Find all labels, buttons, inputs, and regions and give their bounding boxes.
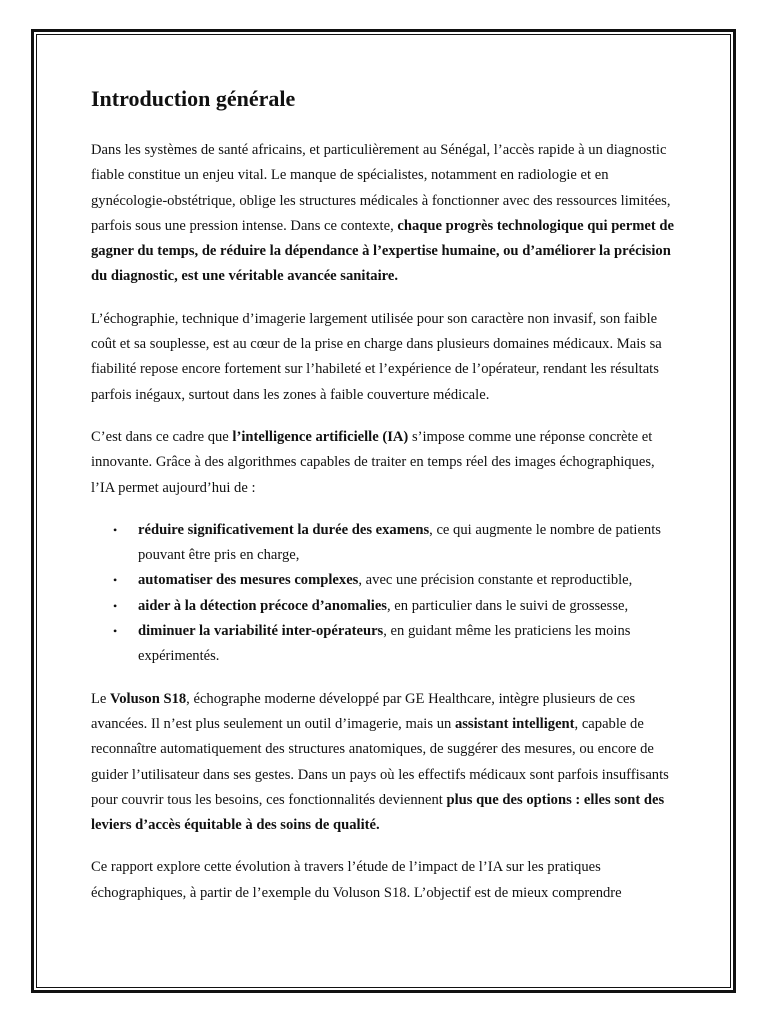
paragraph-voluson-text-a: Le <box>91 690 111 707</box>
list-item-bold: aider à la détection précoce d’anomalies <box>138 597 387 614</box>
paragraph-voluson-emphasis: plus que des options : elles sont des leviers d’accès équitable à des soins de qualité. <box>91 791 665 834</box>
bullet-icon: • <box>113 598 118 613</box>
paragraph-context-emphasis: chaque progrès technologique qui permet de gagner du temps, de réduire la dépendance à l’expertise humaine, ou d’améliorer la précision du diagnostic, est une véritable avancée sanitaire. <box>91 217 674 285</box>
list-item-bold: réduire significativement la durée des examens <box>138 521 430 538</box>
paragraph-report: Ce rapport explore cette évolution à travers l’étude de l’impact de l’IA sur les pratiques échographiques, à partir de l’exemple du Voluson S18. L’objectif est de mieux comprendre <box>91 859 622 901</box>
bullet-icon: • <box>113 573 118 588</box>
paragraph-ai-text: s’impose comme une réponse concrète et innovante. Grâce à des algorithmes capables de traiter en temps réel des images échographiques, l’IA permet aujourd’hui de : <box>91 428 655 496</box>
list-item-text: , en guidant même les praticiens les moins expérimentés. <box>138 623 631 665</box>
list-item-bold: diminuer la variabilité inter-opérateurs <box>138 623 384 640</box>
paragraph-ai <box>91 425 679 501</box>
paragraph-voluson-text-c: , échographe moderne développé par GE Healthcare, intègre plusieurs de ces avancées. Il n’est plus seulement un outil d’imagerie, mais un <box>91 690 636 732</box>
paragraph-context-text: Dans les systèmes de santé africains, et particulièrement au Sénégal, l’accès rapide à un diagnostic fiable constitue un enjeu vital. Le manque de spécialistes, notamment en radiologie et en gynécologie-obstétrique, oblige les structures médicales à fonctionner avec des ressources limitées, parfois sous une pression intense. Dans ce contexte, <box>91 142 671 234</box>
list-item-bold: automatiser des mesures complexes <box>138 572 359 589</box>
bullet-icon: • <box>113 522 118 537</box>
paragraph-voluson-assistant: assistant intelligent <box>454 715 575 732</box>
paragraph-voluson-product: Voluson S18 <box>110 690 187 707</box>
paragraph-voluson-text-e: , capable de reconnaître automatiquement des structures anatomiques, de suggérer des mesures, ou encore de guider l’utilisateur dans ses gestes. Dans un pays où les effectifs médicaux sont parfois insuffisants pour couvrir tous les besoins, ces fonctionnalités deviennent <box>91 715 669 808</box>
document-title: Introduction générale <box>91 86 296 111</box>
bullet-icon: • <box>113 624 118 639</box>
paragraph-ai-term: l’intelligence artificielle (IA) <box>232 428 409 445</box>
list-item-text: , avec une précision constante et reproductible, <box>358 572 633 589</box>
list-item <box>91 619 679 670</box>
paragraph-voluson <box>91 687 679 839</box>
list-item <box>91 594 679 619</box>
paragraph-ai-intro: C’est dans ce cadre que <box>91 428 233 445</box>
list-item <box>91 568 679 593</box>
list-item-text: , en particulier dans le suivi de grossesse, <box>387 597 629 614</box>
list-item-text: , ce qui augmente le nombre de patients pouvant être pris en charge, <box>138 521 661 564</box>
ai-benefits-list <box>91 518 679 670</box>
list-item <box>91 518 679 569</box>
document-body <box>91 82 679 923</box>
paragraph-echography: L’échographie, technique d’imagerie largement utilisée pour son caractère non invasif, son faible coût et sa souplesse, est au cœur de la prise en charge dans plusieurs domaines médicaux. Mais sa fiabilité repose encore fortement sur l’habileté et l’expérience de l’opérateur, rendant les résultats parfois inégaux, surtout dans les zones à faible couverture médicale. <box>91 310 662 403</box>
paragraph-context <box>91 138 679 290</box>
